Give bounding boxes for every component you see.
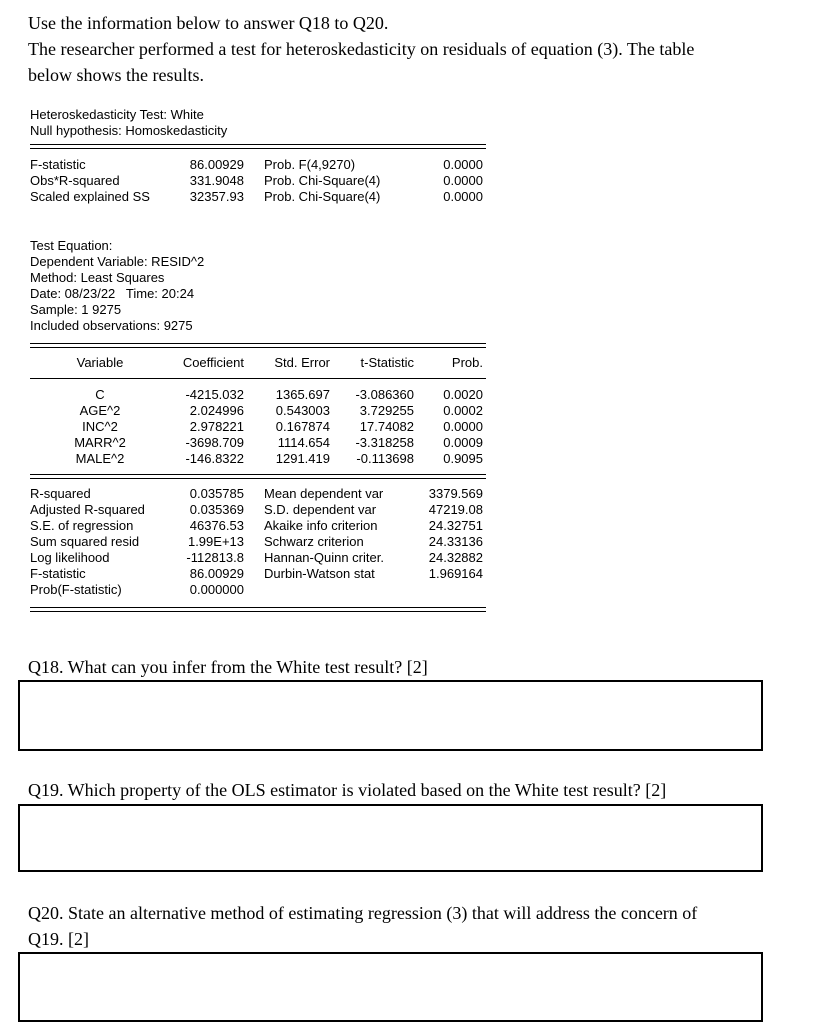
cell-coefficient: 2.024996: [189, 403, 244, 418]
cell-t-statistic: -0.113698: [356, 451, 414, 466]
cell-prob: 0.0020: [443, 387, 483, 402]
stat-value: 331.9048: [189, 173, 244, 188]
cell-coefficient: -3698.709: [185, 435, 244, 450]
stat-prob-label: Prob. F(4,9270): [264, 157, 356, 172]
summary-value: -112813.8: [186, 550, 244, 565]
summary-value-2: 24.33136: [428, 534, 483, 549]
summary-label: Adjusted R-squared: [30, 502, 145, 517]
cell-variable: MALE^2: [75, 451, 125, 466]
equation-line: Method: Least Squares: [30, 270, 165, 285]
intro-text: [28, 10, 788, 88]
test-header: [30, 107, 486, 139]
table-row: [30, 435, 486, 451]
cell-t-statistic: 3.729255: [359, 403, 414, 418]
col-header-prob: Prob.: [451, 355, 483, 370]
equation-line: Dependent Variable: RESID^2: [30, 254, 205, 269]
intro-line-2: The researcher performed a test for heteroskedasticity on residuals of equation (3). The table: [28, 39, 695, 59]
col-header-variable: Variable: [76, 355, 124, 370]
summary-value-2: 47219.08: [428, 502, 483, 517]
test-title: Heteroskedasticity Test: White: [30, 107, 204, 122]
summary-value: 86.00929: [189, 566, 244, 581]
question-20-line-1: Q20. State an alternative method of estimating regression (3) that will address the concern of: [28, 903, 698, 923]
col-header-coefficient: Coefficient: [182, 355, 244, 370]
answer-box-q19[interactable]: [18, 804, 763, 872]
stat-prob-label: Prob. Chi-Square(4): [264, 173, 381, 188]
equation-line: Test Equation:: [30, 238, 113, 253]
equation-line: Included observations: 9275: [30, 318, 193, 333]
answer-box-q18[interactable]: [18, 680, 763, 751]
intro-line-1: Use the information below to answer Q18 to Q20.: [28, 13, 389, 33]
summary-value: 46376.53: [189, 518, 244, 533]
summary-value-2: 3379.569: [428, 486, 483, 501]
table-row: [30, 451, 486, 467]
question-18: Q18. What can you infer from the White test result? [2]: [28, 657, 428, 677]
test-stat-row: [30, 173, 486, 189]
summary-row: [30, 534, 486, 550]
question-20-line-2: Q19. [2]: [28, 929, 89, 949]
cell-variable: AGE^2: [79, 403, 121, 418]
cell-variable: INC^2: [82, 419, 118, 434]
double-rule: [30, 343, 486, 348]
summary-row: [30, 566, 486, 582]
double-rule: [30, 144, 486, 149]
double-rule: [30, 607, 486, 612]
cell-coefficient: -4215.032: [185, 387, 244, 402]
test-null-hypothesis: Null hypothesis: Homoskedasticity: [30, 123, 228, 138]
summary-value-2: 1.969164: [428, 566, 483, 581]
stat-prob: 0.0000: [443, 157, 483, 172]
coef-table-header: [30, 355, 486, 371]
summary-value: 1.99E+13: [187, 534, 244, 549]
cell-t-statistic: 17.74082: [359, 419, 414, 434]
col-header-t-statistic: t-Statistic: [360, 355, 414, 370]
summary-value: 0.035369: [189, 502, 244, 517]
cell-variable: MARR^2: [74, 435, 126, 450]
cell-std-error: 0.167874: [275, 419, 330, 434]
intro-line-3: below shows the results.: [28, 65, 204, 85]
cell-std-error: 1114.654: [277, 435, 330, 450]
summary-row: [30, 550, 486, 566]
summary-label: F-statistic: [30, 566, 86, 581]
cell-std-error: 1365.697: [275, 387, 330, 402]
summary-value-2: 24.32882: [428, 550, 483, 565]
summary-value: 0.000000: [189, 582, 244, 597]
stat-prob: 0.0000: [443, 189, 483, 204]
table-row: [30, 387, 486, 403]
summary-label-2: Schwarz criterion: [264, 534, 364, 549]
stat-prob: 0.0000: [443, 173, 483, 188]
coef-table-body: [30, 387, 486, 467]
test-stat-row: [30, 189, 486, 205]
cell-variable: C: [95, 387, 105, 402]
cell-coefficient: -146.8322: [185, 451, 244, 466]
cell-prob: 0.0000: [443, 419, 483, 434]
cell-prob: 0.9095: [443, 451, 483, 466]
test-equation-info: [30, 238, 486, 334]
summary-label-2: Akaike info criterion: [264, 518, 378, 533]
equation-line: Sample: 1 9275: [30, 302, 122, 317]
coef-header-row: [30, 355, 486, 371]
stat-prob-label: Prob. Chi-Square(4): [264, 189, 381, 204]
table-row: [30, 403, 486, 419]
summary-row: [30, 502, 486, 518]
summary-label-2: Hannan-Quinn criter.: [264, 550, 384, 565]
cell-std-error: 1291.419: [275, 451, 330, 466]
answer-box-q20[interactable]: [18, 952, 763, 1022]
double-rule: [30, 474, 486, 479]
summary-label-2: Durbin-Watson stat: [264, 566, 375, 581]
summary-row: [30, 518, 486, 534]
summary-label-2: Mean dependent var: [264, 486, 384, 501]
single-rule: [30, 378, 486, 379]
summary-label: S.E. of regression: [30, 518, 134, 533]
summary-row: [30, 582, 486, 598]
summary-row: [30, 486, 486, 502]
cell-t-statistic: -3.318258: [355, 435, 414, 450]
stat-label: Scaled explained SS: [30, 189, 150, 204]
stat-label: F-statistic: [30, 157, 86, 172]
stat-value: 32357.93: [189, 189, 244, 204]
summary-stats-table: [30, 486, 486, 598]
question-19: Q19. Which property of the OLS estimator is violated based on the White test result? [2]: [28, 780, 667, 800]
summary-value-2: 24.32751: [428, 518, 483, 533]
table-row: [30, 419, 486, 435]
cell-prob: 0.0009: [443, 435, 483, 450]
test-stats-table: [30, 157, 486, 205]
stat-label: Obs*R-squared: [30, 173, 120, 188]
stat-value: 86.00929: [189, 157, 244, 172]
summary-label: Sum squared resid: [30, 534, 140, 549]
cell-coefficient: 2.978221: [189, 419, 244, 434]
cell-t-statistic: -3.086360: [355, 387, 414, 402]
cell-prob: 0.0002: [443, 403, 483, 418]
col-header-std-error: Std. Error: [274, 355, 330, 370]
summary-label: Log likelihood: [30, 550, 110, 565]
equation-line: Date: 08/23/22 Time: 20:24: [30, 286, 195, 301]
summary-label: R-squared: [30, 486, 91, 501]
summary-label-2: S.D. dependent var: [264, 502, 377, 517]
test-stat-row: [30, 157, 486, 173]
summary-value: 0.035785: [189, 486, 244, 501]
summary-label: Prob(F-statistic): [30, 582, 122, 597]
cell-std-error: 0.543003: [275, 403, 330, 418]
